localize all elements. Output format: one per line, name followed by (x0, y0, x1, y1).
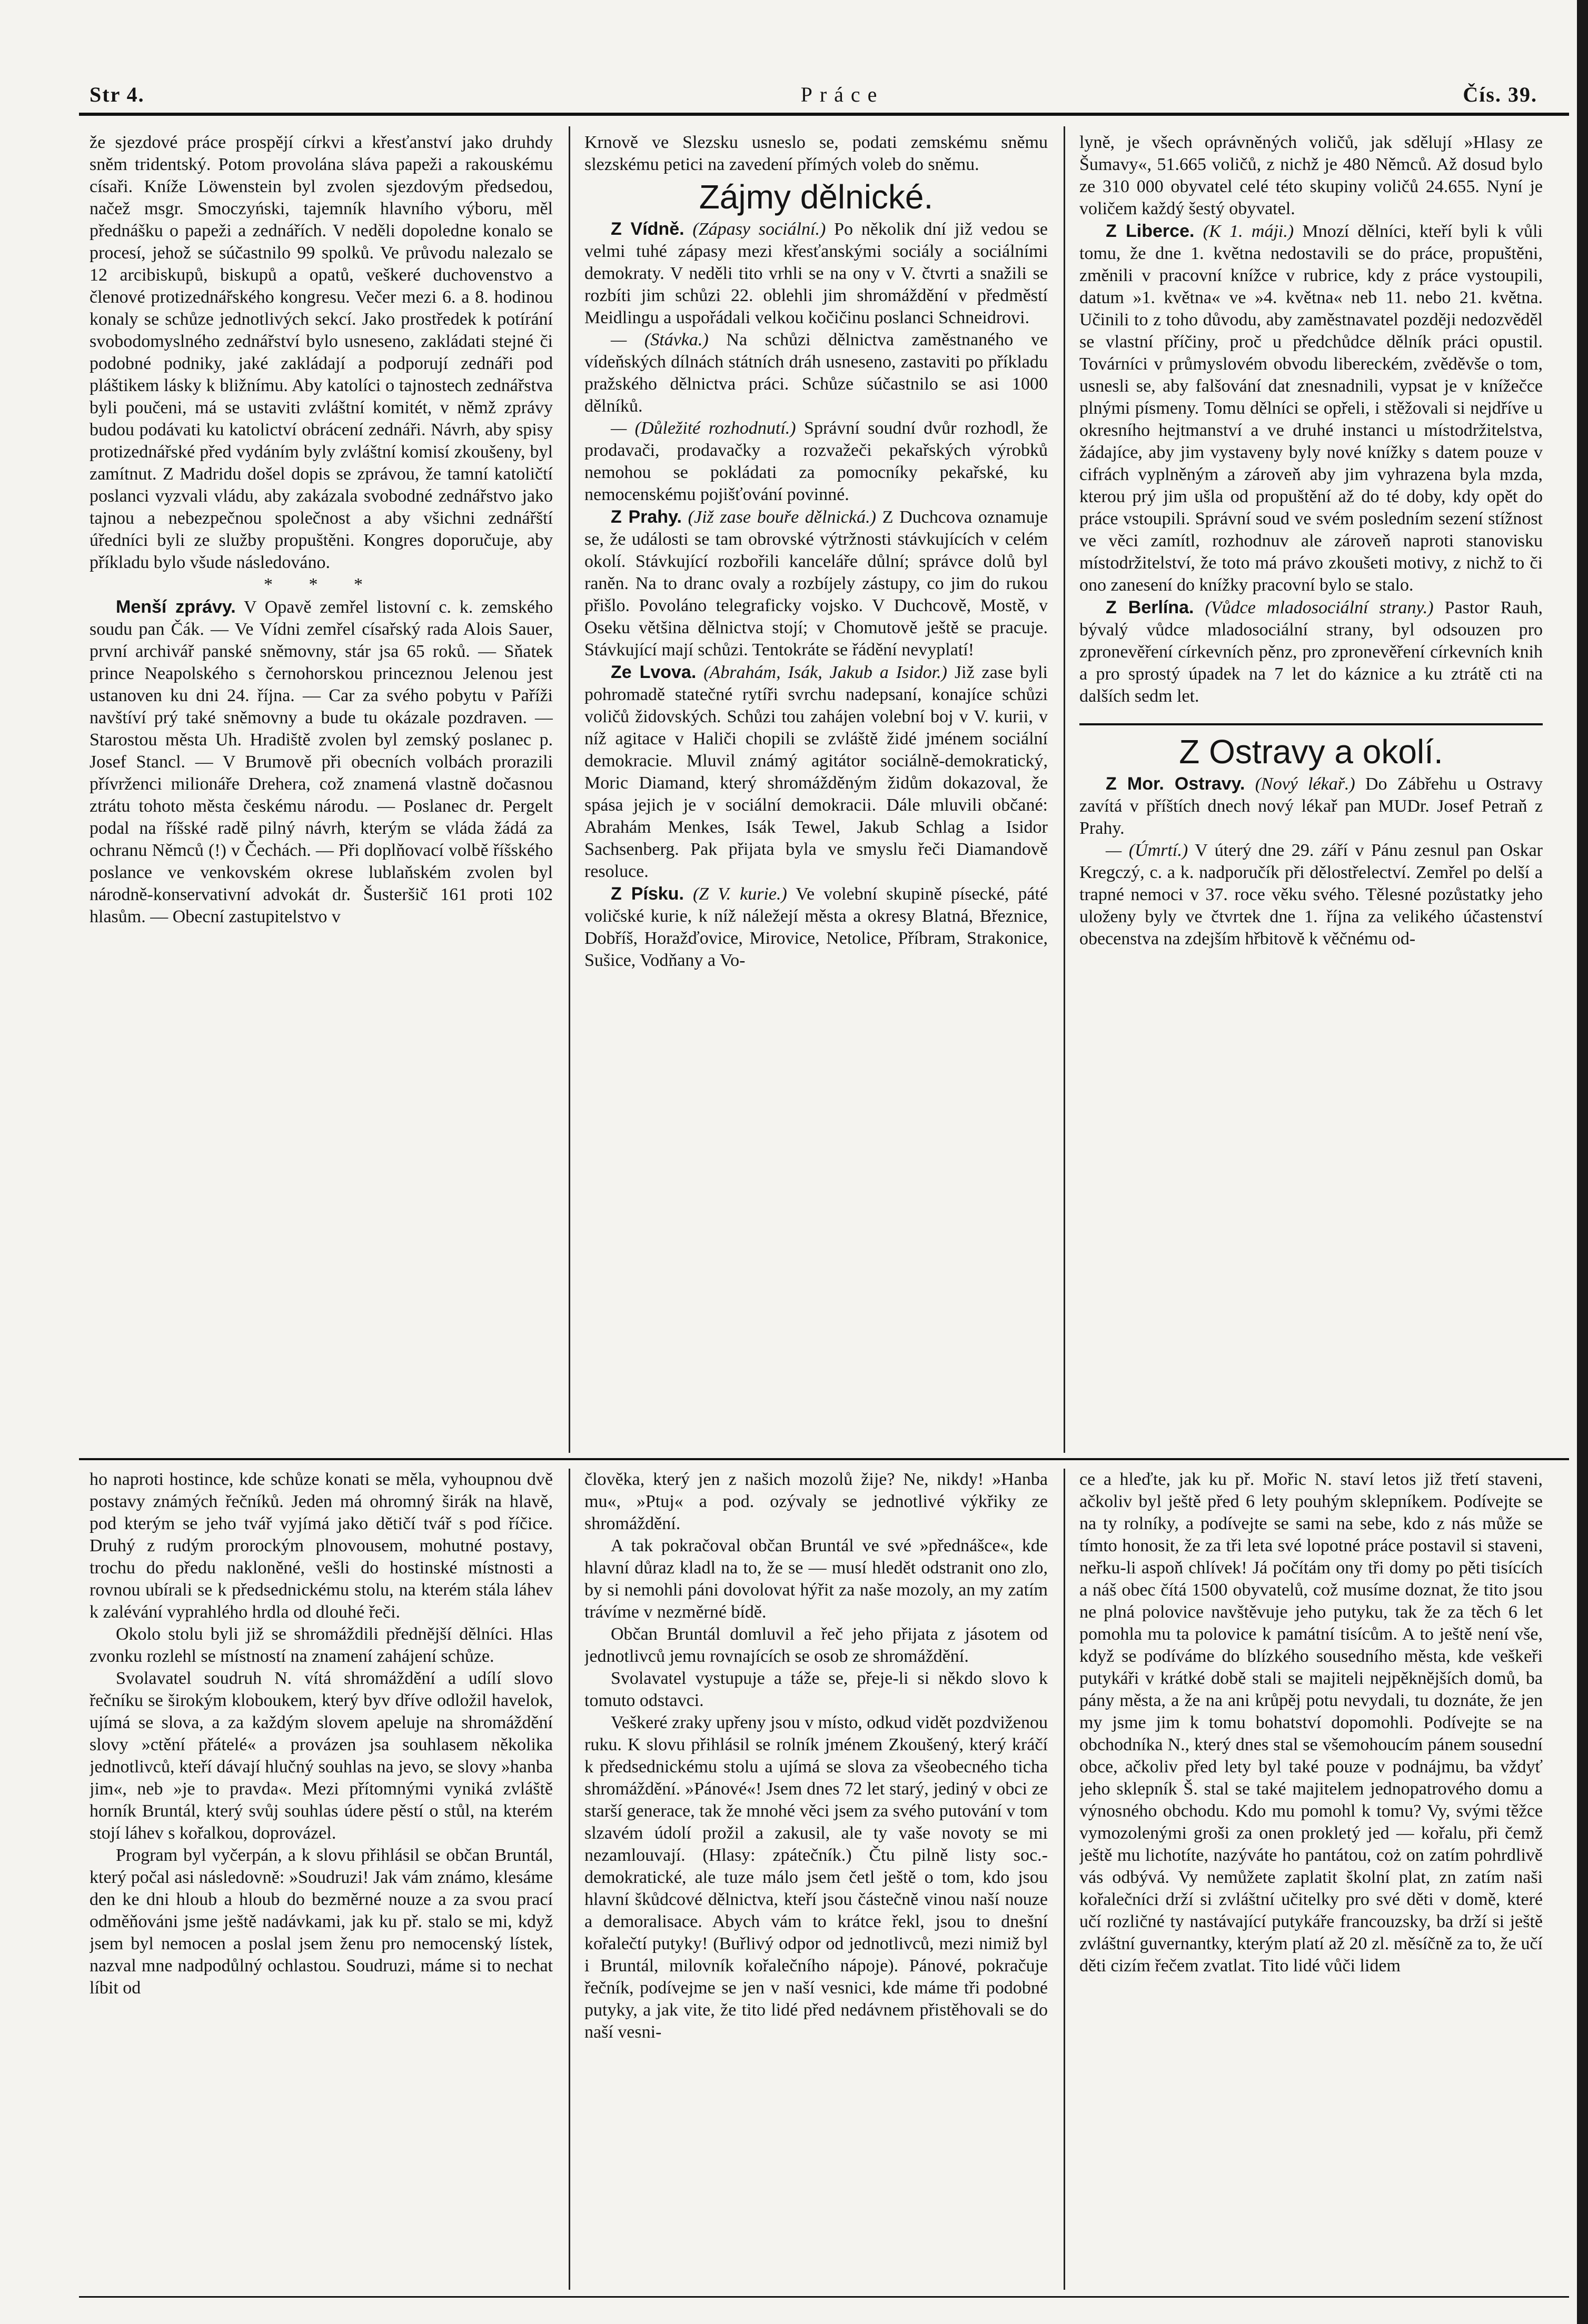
article-subtitle: — (Stávka.) (611, 330, 709, 350)
page-number: Str 4. (90, 83, 145, 106)
article-subtitle: (Abrahám, Isák, Jakub a Isidor.) (703, 663, 947, 682)
section-rule (1079, 723, 1543, 725)
article-text: A tak pokračoval občan Bruntál ve své »přednášce«, kde hlavní důraz kladl na to, že se — musí hledět odstranit ono zlo, by si nemohli páni dovolovat hýřit za naše mozoly, an my zatím trávíme v nezměrné bídě. (584, 1536, 1048, 1622)
article-subtitle: (Zápasy sociální.) (692, 220, 826, 239)
article-text: Okolo stolu byli již se shromáždili přednější dělníci. Hlas zvonku rozlehl se místností na znamení zahájení schůze. (90, 1624, 553, 1666)
article-text: Již zase byli pohromadě statečné rytíři svrchu nadepsaní, konajíce schůzi voličů židovských. Schůzi tou zahájen volební boj v V. kurii, v níž agitace v Haliči chopili se zvláště židé jménem sociální demokracie. Mluvil známý agitátor sociálně-demokratický, Moric Diamand, který shromážděným židům dokazoval, že spása jejich je v sociální demokracii. Dále mluvili občané: Abrahám Menkes, Isák Tewel, Jakub Schlag a Isidor Sachsenberg. Pak přijata byla ve smyslu řeči Diamandově resoluce. (584, 663, 1048, 881)
section-lead: Ze Lvova. (611, 662, 697, 682)
footer-rule (79, 2296, 1569, 2298)
article-paragraph (1079, 220, 1543, 596)
newspaper-page (79, 79, 1569, 2306)
article-text: Z Duchcova oznamuje se, že události se tam obrovské výtržnosti stávkujících v celém okolí. Stávkující rozbořili kanceláře důlní; správce dolů byl raněn. Na to dranc ovaly a rozbíjely zástupy, co jim do rukou přišlo. Povoláno telegraficky vojsko. V Duchcově, Mostě, v Oseku většina dělnictva stojí; v Chomutově ještě se pracuje. Stávkující mají schůzi. Tentokráte se řádění nevyplatí! (584, 507, 1048, 660)
section-heading: Z Ostravy a okolí. (1179, 733, 1443, 771)
article-paragraph (1079, 596, 1543, 707)
article-text: lyně, je všech oprávněných voličů, jak sdělují »Hlasy ze Šumavy«, 51.665 voličů, z nichž je 480 Němců. Až dosud bylo ze 310 000 obyvatel celé této skupiny voličů 24.655. Nyní je voličem každý šestý obyvatel. (1079, 133, 1543, 218)
article-text: Krnově ve Slezsku usneslo se, podati zemskému sněmu slezskému petici na zavedení přímých voleb do sněmu. (584, 133, 1048, 174)
article-text: Veškeré zraky upřeny jsou v místo, odkud vidět pozdviženou ruku. K slovu přihlásil se rolník jménem Zkoušený, který kráčí k předsednickému stolu a ujímá se slova za všeobecného ticha shromáždění. »Pánové«! Jsem dnes 72 let starý, jediný v obci ze starší generace, tak že mnohé věci jsem za svého putování v tom slzavém údolí prožil a zakusil, ale ty vaše novoty se mi nezamlouvají. (Hlasy: zpátečník.) Čtu pilně listy soc.-demokratické, ale tuze málo jsem četl ještě o tom, kdo jsou hlavní škůdcové dělnictva, kteří jsou částečně vinou naší nouze a demoralisace. Abych vám to krátce řekl, jsou to dnešní kořalečtí putyky! (Buřlivý odpor od jednotlivců, mezi nimiž byl i Bruntál, milovník kořalečního nápoje). Pánové, pokračuje řečník, podívejme se jen v naší vesnici, kde máme tři podobné putyky, a jak vite, že tito lidé před nedávnem přistěhovali se do naší vesni- (584, 1713, 1048, 2042)
article-text: Po několik dní již vedou se velmi tuhé zápasy mezi křesťanskými sociály a sociálními demokraty. V neděli tito vrhli se na ony v V. čtvrti a snažili se rozbíti jim schůzi 22. oblehli jim shromáždění v předměstí Meidlingu a uspořádali velkou kočičinu poslanci Schneidrovi. (584, 220, 1048, 327)
header-rule (79, 113, 1569, 116)
article-text: Správní soudní dvůr rozhodl, že prodavači, prodavačky a rozvažeči pekařských výrobků nemohou se pokládati za pomocníky pekařské, ku nemocenskému pojišťování povinné. (584, 418, 1048, 504)
page-header (79, 79, 1569, 111)
article-paragraph (1079, 773, 1543, 840)
column-divider (1064, 126, 1065, 1453)
article-paragraph (584, 218, 1048, 329)
article-subtitle: (Vůdce mladosociální strany.) (1205, 598, 1434, 617)
article-text: Mnozí dělníci, kteří byli k vůli tomu, že dne 1. května nedostavili se do práce, propuštěni, změnili v pracovní knížce v rubrice, kdy z práce vystoupili, datum »1. května« ve »4. května« neb 11. nebo 21. května. Učinili to z toho důvodu, aby zaměstnavatel později nedozvěděl se vlastní příčiny, proč u předchůdce dělník práci opustil. Továrníci v průmyslovém obvodu libereckém, zvěděvše o tom, usnesli se, aby falšování dat znesnadnili, vypsat je v knížečce plnými písmeny. Tomu dělníci se opřeli, i stěžovali si nejdříve u okresního hejtmanství a ve druhé instanci u místodržitelstva, žádajíce, aby jim vystaveny byly nové knížky s datem pouze v cifrách vyplněným a zároveň aby jim vyhrazena byla mzda, kterou prý jim ušla od propuštění až do té doby, kdy opět do práce vstoupili. Správní soud ve svém posledním sezení stížnost ve věci zamítl, rozhodnuv ale zároveň naproti stanovisku místodržitelství, že toto má právo zkoušeti motivy, z nichž to či ono zanesení do knížky pracovní bylo se stalo. (1079, 222, 1543, 595)
section-heading: Zájmy dělnické. (699, 178, 934, 216)
article-paragraph (584, 883, 1048, 972)
article-subtitle: — (Důležité rozhodnutí.) (611, 418, 796, 438)
column-1-bottom (90, 1469, 553, 2290)
article-text: Občan Bruntál domluvil a řeč jeho přijata z jásotem od jednotlivců jemu rovnajících se osob ze shromáždění. (584, 1624, 1048, 1666)
section-lead: Z Berlína. (1106, 597, 1194, 617)
article-text: Program byl vyčerpán, a k slovu přihlásil se občan Bruntál, který počal asi následovně: »Soudruzi! Jak vám známo, klesáme den ke dni hloub a hloub do bezměrné nouze a za svou prací odměňováni jsme ještě nadávkami, jak ku př. stalo se mi, když jsem byl nemocen a poslal jsem ženu pro nemocenský lístek, nazval mne nadpodůlný ochlastou. Soudruzi, máme si to nechat líbit od (90, 1846, 553, 1998)
section-lead: Z Liberce. (1106, 221, 1195, 241)
column-3-bottom (1079, 1469, 1543, 2290)
issue-number: Čís. 39. (1463, 83, 1537, 106)
article-text: ce a hleďte, jak ku př. Mořic N. staví letos již třetí staveni, ačkoliv byl ještě před 6 lety pouhým sklepníkem. Podívejte se na ty rolníky, a podívejte se sami na sebe, kdo z nás může se tímto honosit, že za tři leta své lopotné práce postavil si staveni, neřku-li aspoň chlívek! Já počítám ony tři domy po pěti tisících a náš obec čítá 1500 obyvatelů, což musíme doznat, že tito jsou ne plná polovice navštěvuje jeho putyku, tak že za těch 6 let pomohla mu ta polovice k památní tisícům. A to ještě není vše, když se podíváme do blízkého sousedního města, kde veškeři putykáři v krátké době stali se majiteli nejpěknějších domů, ba pány města, a že na ani krůpěj potu nevydali, tu doznáte, že jen my jsme jim k tomu bohatství dopomohli. Podívejte se na obchodníka N., který dnes stal se všemohoucím pánem sousední obce, ačkoliv před lety byl také pouze v podnájmu, ba vždyť jeho sklepník Š. stal se také majitelem jednopatrového domu a výnosného obchodu. Kdo mu pomohl k tomu? Vy, svými těžce vymozolenými groši za onen prokletý jed — kořalu, při čemž ještě mu lichotíte, nazýváte ho pantátou, coż on zatím pohrdlivě vás odbývá. Vy nemůžete zaplatit školní plat, zn zatím naši kořalečníci drží si zvláštní učitelky pro své děti v domě, které učí rozličné ty nastávající putykáře francouzsky, ba drží si ještě zvláštní guvernantky, kterým platí až 20 zl. měsíčně za to, že učí děti cizím řečem zvatlat. Tito lidé vůči lidem (1079, 1470, 1543, 1976)
article-paragraph (90, 596, 553, 928)
article-text: Svolavatel vystupuje a táže se, přeje-li si někdo slovo k tomuto odstavci. (584, 1669, 1048, 1710)
section-divider-rule (79, 1458, 1569, 1460)
article-paragraph (584, 417, 1048, 506)
column-2-bottom (584, 1469, 1048, 2290)
section-lead: Z Písku. (611, 884, 684, 904)
article-subtitle: (Již zase bouře dělnická.) (688, 507, 876, 527)
article-subtitle: (Nový lékař.) (1255, 774, 1355, 794)
article-text: Do Zábřehu u Ostravy zavítá v příštích dnech nový lékař pan MUDr. Josef Petraň z Prahy. (1079, 774, 1543, 838)
article-text: Ve volební skupině písecké, páté voličské kurie, k níž náležejí města a okresy Blatná, Březnice, Dobříš, Horažďovice, Mirovice, Netolice, Příbram, Strakonice, Sušice, Vodňany a Vo- (584, 884, 1048, 970)
article-text: že sjezdové práce prospějí církvi a křesťanství jako druhdy sněm tridentský. Potom provolána sláva papeži a rakouskému císaři. Kníže Löwenstein byl zvolen sjezdovým předsedou, načež msgr. Smoczyński, tajemník hlavního výboru, měl přednášku o papeži a zednářích. V neděli dopoledne konalo se procesí, jehož se súčastnilo 99 spolků. Ve průvodu nalezalo se 12 arcibiskupů, biskupů a opatů, veškeré duchovenstvo a členové protizednářského kongresu. Večer mezi 6. a 8. hodinou konaly se schůze jednotlivých sekcí. Jako prostředek k potírání svobodomyslného zednářství bylo usneseno, zakládati stejné či podobné podniky, jaké zakládají a podporují zednáři pod pláštikem lásky k bližnímu. Aby katolíci o tajnostech zednářstva byli poučeni, má se ustaviti zvláštní komitét, v němž zprávy budou podávati ku katolictví obrácení zednáři. Návrh, aby spisy protizednářské před vydáním byly zvláštní komisí zkoušeny, byl zamítnut. Z Madridu došel dopis se zprávou, že tamní katoličtí poslanci vyzvali vládu, aby zakázala svobodné zednářstvo jako tajnou a nebezpečnou společnost a aby všichni zednářští úředníci byli ze služby propuštěni. Kongres doporučuje, aby příkladu bylo všude následováno. (90, 133, 553, 572)
newspaper-title: Práce (800, 83, 885, 106)
article-subtitle: (Z V. kurie.) (692, 884, 787, 904)
article-text: Svolavatel soudruh N. vítá shromáždění a udílí slovo řečníku se širokým kloboukem, který byv dříve odložil havelok, ujímá se slova, a za každým slovem apeluje na shromáždění slovy »ctění přátelé« a provázen jsa souhlasem několika jednotlivců, kteří dávají hlučný souhlas na jevo, se slovy »hanba jim«, neb »je to pravda«. Mezi přítomnými vyniká zvláště horník Bruntál, který svůj souhlas údere pěstí o stůl, na kterém stojí láhev s kořalkou, doprovázel. (90, 1669, 553, 1843)
scan-edge (1577, 0, 1588, 2324)
article-text: člověka, který jen z našich mozolů žije? Ne, nikdy! »Hanba mu«, »Ptuj« a pod. ozývaly se jednotlivé výkřiky ze shromáždění. (584, 1470, 1048, 1533)
section-lead: Z Mor. Ostravy. (1106, 774, 1245, 794)
article-paragraph (1079, 840, 1543, 950)
article-paragraph (584, 329, 1048, 417)
column-divider (1064, 1469, 1065, 2290)
column-3-top (1079, 132, 1543, 1448)
article-paragraph (584, 506, 1048, 661)
article-paragraph (584, 661, 1048, 883)
article-text: Pastor Rauh, bývalý vůdce mladosociální strany, byl odsouzen pro zpronevěření církevních pěnz, pro zpronevěření církevních knih a pro sprostý úpadek na 7 let do káznice a ku ztrátě cti na dalších sedm let. (1079, 598, 1543, 706)
column-divider (569, 1469, 570, 2290)
article-text: ho naproti hostince, kde schůze konati se měla, vyhoupnou dvě postavy známých řečníků. Jeden má ohromný širák na hlavě, pod kterým se jeho tvář vyjímá jako dětičí tvář s pod říčice. Druhý z rudým prorockým plnovousem, mohutné postavy, trochu do předu nakloněné, vešli do hostinské místnosti a rovnou ubírali se k předsednickému stolu, na kterém stála láhev k zalévání vyprahlého hrdla od dlouhé řeči. (90, 1470, 553, 1622)
column-divider (569, 126, 570, 1453)
column-2-top (584, 132, 1048, 1448)
article-subtitle: (K 1. máji.) (1203, 222, 1294, 241)
article-text: V Opavě zemřel listovní c. k. zemského soudu pan Čák. — Ve Vídni zemřel císařský rada Alois Sauer, první archivář panské sněmovny, stár jsa 65 roků. — Sňatek prince Neapolského s černohorskou princeznou Jelenou jest ustanoven ku dni 24. října. — Car za svého pobytu v Paříži navštíví prý také sněmovny a bude tu okázale pozdraven. — Starostou města Uh. Hradiště zvolen byl zemský poslanec p. Josef Stancl. — V Brumově při obecních volbách prorazili přívrženci milionáře Drehera, což znamená vlastně dočasnou ztrátu tohoto města českému národu. — Poslanec dr. Pergelt podal na říšské radě pilný návrh, kterým se vláda žádá za ochranu Němců (!) v Čechách. — Při doplňovací volbě říšského poslance ve venkovském okrese lublaňském zvolen byl národně-konservativní advokát dr. Šusteršič 161 proti 102 hlasům. — Obecní zastupitelstvo v (90, 597, 553, 926)
section-lead: Menší zprávy. (116, 597, 236, 617)
section-lead: Z Vídně. (611, 219, 684, 239)
section-lead: Z Prahy. (611, 507, 682, 527)
article-subtitle: — (Úmrtí.) (1106, 841, 1188, 860)
column-1-top (90, 132, 553, 1448)
article-text: V úterý dne 29. září v Pánu zesnul pan Oskar Kregczý, c. a k. nadporučík při dělostřelectví. Zemřel po delší a trapné nemoci v 37. roce věku svého. Tělesné pozůstatky jeho uloženy byly ve čtvrtek dne 1. října za velikého účastenství obecenstva na zdejším hřbitově k věčnému od- (1079, 841, 1543, 949)
article-text: Na schůzi dělnictva zaměstnaného ve vídeňských dílnách státních dráh usneseno, zastaviti po příkladu pražského dělnictva práci. Schůze súčastnilo se asi 1000 dělníků. (584, 330, 1048, 416)
section-separator: * * * (264, 575, 379, 594)
